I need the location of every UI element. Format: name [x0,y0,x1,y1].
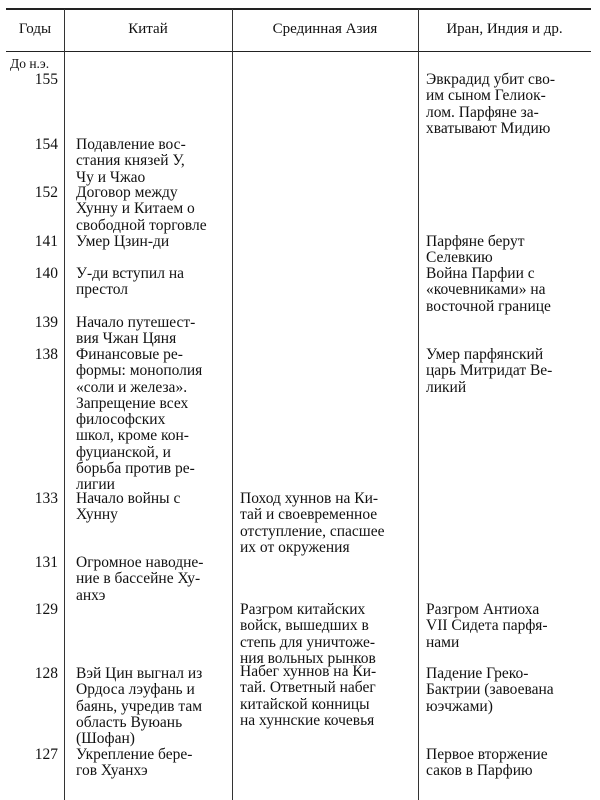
iran-cell: Разгром Антиоха VII Сидета парфя- нами [426,601,548,651]
china-cell: Укрепление бере- гов Хуанхэ [76,746,193,780]
iran-cell: Умер парфянский царь Митридат Ве- ликий [426,346,553,396]
year-cell [6,56,58,89]
china-cell: Начало войны с Хунну [76,490,181,524]
year-value: 128 [34,665,58,682]
year-value: 138 [34,346,58,363]
iran-cell: Падение Греко- Бактрии (завоевана юэчжами) [426,665,554,715]
year-value: 127 [34,746,58,763]
year-value: 133 [34,490,58,507]
year-value: 131 [34,554,58,571]
column-divider [418,9,419,800]
iran-cell: Парфяне берут Селевкию [426,233,525,267]
column-divider [64,9,65,800]
china-cell: Вэй Цин выгнал из Ордоса лэуфань и баянь, учредив там область Вуюань (Шофан) [76,665,203,748]
year-value: 141 [34,233,58,250]
year-value: 154 [34,136,58,153]
year-value: 152 [34,184,58,201]
header-rule [6,51,591,52]
table-top-rule [6,8,591,10]
china-cell: Финансовые ре- формы: монополия «соли и железа». Запрещение всех философских школ, кроме кон- фуцианской, и борьба против ре- лигии [76,346,203,494]
central-asia-cell: Разгром китайских войск, вышедших в степь для уничтоже- ния вольных рынков [240,601,376,667]
header-years: Годы [18,21,52,37]
central-asia-cell: Поход хуннов на Ки- тай и своевременное отступление, спасшее их от окружения [240,490,385,556]
central-asia-cell: Набег хуннов на Ки- тай. Ответный набег китайской конницы на хуннские кочевья [240,663,377,729]
iran-cell: Эвкрадид убит сво- им сыном Гелиок- лом. Парфяне за- хватывают Мидию [426,71,556,137]
year-value: 155 [34,71,58,89]
iran-cell: Война Парфии с «кочевниками» на восточной границе [426,265,551,315]
china-cell: Договор между Хунну и Китаем о свободной торговле [76,184,207,234]
column-divider [232,9,233,800]
era-prefix: До н.э. [10,56,50,71]
header-china: Китай [128,21,168,37]
iran-cell: Первое вторжение саков в Парфию [426,746,548,780]
china-cell: Начало путешест- вия Чжан Цяня [76,314,196,348]
china-cell: Подавление вос- стания князей У, Чу и Чжао [76,136,186,186]
china-cell: Огромное наводне- ние в бассейне Ху- анхэ [76,554,204,604]
china-cell: Умер Цзин-ди [76,233,170,250]
header-iran-india: Иран, Индия и др. [446,21,563,37]
china-cell: У-ди вступил на престол [76,265,184,299]
year-value: 129 [34,601,58,618]
year-value: 140 [34,265,58,282]
year-value: 139 [34,314,58,331]
header-central-asia: Срединная Азия [272,21,378,37]
